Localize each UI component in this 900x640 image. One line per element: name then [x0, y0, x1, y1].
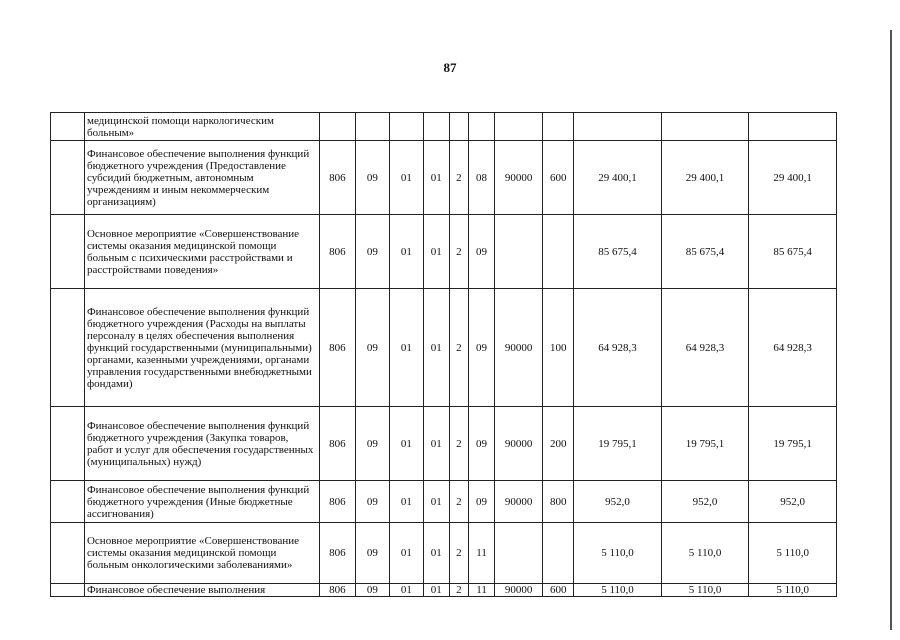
sum-year-2-cell: 5 110,0	[661, 523, 749, 584]
sum-year-2-cell: 29 400,1	[661, 141, 749, 215]
sum-year-2-cell: 19 795,1	[661, 407, 749, 481]
section-code-cell: 09	[355, 584, 389, 597]
program-code-cell: 01	[423, 407, 449, 481]
admin-code-cell: 806	[319, 215, 355, 289]
program-code-cell: 01	[423, 523, 449, 584]
section-code-cell: 09	[355, 289, 389, 407]
sum-year-1-cell	[574, 113, 662, 141]
subsection-code-cell: 01	[389, 289, 423, 407]
section-code-cell: 09	[355, 523, 389, 584]
expense-type-cell	[543, 113, 574, 141]
subsection-code-cell: 01	[389, 584, 423, 597]
row-number-cell	[51, 141, 85, 215]
section-code-cell: 09	[355, 407, 389, 481]
subsection-code-cell: 01	[389, 481, 423, 523]
event-code-cell: 09	[469, 481, 495, 523]
table-row	[51, 481, 837, 523]
direction-code-cell	[494, 215, 542, 289]
subsection-code-cell	[389, 113, 423, 141]
subsection-code-cell: 01	[389, 523, 423, 584]
admin-code-cell: 806	[319, 141, 355, 215]
item-name-cell: Финансовое обеспечение выполнения функций бюджетного учреждения (Предоставление субсидий бюджетным, автономным учреждениям и иным некоммерческим организациям)	[84, 141, 319, 215]
table-row	[51, 289, 837, 407]
subprogram-code-cell: 2	[449, 407, 469, 481]
item-name-cell: Финансовое обеспечение выполнения функций бюджетного учреждения (Расходы на выплаты персоналу в целях обеспечения выполнения функций государственными (муниципальными) органами, казенными учреждениями, органами управления государственными внебюджетными фондами)	[84, 289, 319, 407]
direction-code-cell	[494, 523, 542, 584]
subsection-code-cell: 01	[389, 141, 423, 215]
sum-year-1-cell: 85 675,4	[574, 215, 662, 289]
admin-code-cell: 806	[319, 481, 355, 523]
expense-type-cell	[543, 523, 574, 584]
subprogram-code-cell: 2	[449, 584, 469, 597]
sum-year-2-cell	[661, 113, 749, 141]
sum-year-2-cell: 952,0	[661, 481, 749, 523]
sum-year-1-cell: 5 110,0	[574, 523, 662, 584]
sum-year-1-cell: 64 928,3	[574, 289, 662, 407]
table-row	[51, 141, 837, 215]
subprogram-code-cell: 2	[449, 215, 469, 289]
section-code-cell	[355, 113, 389, 141]
expense-type-cell: 600	[543, 584, 574, 597]
table-body	[51, 113, 837, 597]
program-code-cell: 01	[423, 141, 449, 215]
event-code-cell: 11	[469, 523, 495, 584]
row-number-cell	[51, 215, 85, 289]
direction-code-cell: 90000	[494, 407, 542, 481]
admin-code-cell: 806	[319, 584, 355, 597]
item-name-cell: Финансовое обеспечение выполнения функций бюджетного учреждения (Закупка товаров, работ и услуг для обеспечения государственных (муниципальных) нужд)	[84, 407, 319, 481]
event-code-cell: 09	[469, 289, 495, 407]
expense-type-cell: 600	[543, 141, 574, 215]
sum-year-1-cell: 952,0	[574, 481, 662, 523]
program-code-cell: 01	[423, 481, 449, 523]
sum-year-2-cell: 5 110,0	[661, 584, 749, 597]
table-row	[51, 523, 837, 584]
subprogram-code-cell: 2	[449, 523, 469, 584]
row-number-cell	[51, 584, 85, 597]
program-code-cell: 01	[423, 584, 449, 597]
sum-year-3-cell: 5 110,0	[749, 523, 837, 584]
sum-year-3-cell: 85 675,4	[749, 215, 837, 289]
direction-code-cell: 90000	[494, 289, 542, 407]
scan-edge-line	[890, 30, 892, 630]
program-code-cell: 01	[423, 289, 449, 407]
event-code-cell	[469, 113, 495, 141]
sum-year-3-cell: 5 110,0	[749, 584, 837, 597]
subprogram-code-cell	[449, 113, 469, 141]
section-code-cell: 09	[355, 481, 389, 523]
subsection-code-cell: 01	[389, 407, 423, 481]
expense-type-cell: 100	[543, 289, 574, 407]
subsection-code-cell: 01	[389, 215, 423, 289]
section-code-cell: 09	[355, 215, 389, 289]
subprogram-code-cell: 2	[449, 141, 469, 215]
admin-code-cell: 806	[319, 523, 355, 584]
item-name-cell: Основное мероприятие «Совершенствование системы оказания медицинской помощи больным с психическими расстройствами и расстройствами поведения»	[84, 215, 319, 289]
item-name-cell: Основное мероприятие «Совершенствование системы оказания медицинской помощи больным онкологическими заболеваниями»	[84, 523, 319, 584]
item-name-cell: Финансовое обеспечение выполнения функций бюджетного учреждения (Иные бюджетные ассигнования)	[84, 481, 319, 523]
item-name-cell: Финансовое обеспечение выполнения	[84, 584, 319, 597]
row-number-cell	[51, 289, 85, 407]
admin-code-cell: 806	[319, 289, 355, 407]
admin-code-cell: 806	[319, 407, 355, 481]
direction-code-cell: 90000	[494, 141, 542, 215]
table-row	[51, 584, 837, 597]
page-number: 87	[443, 60, 457, 75]
expense-type-cell	[543, 215, 574, 289]
event-code-cell: 09	[469, 215, 495, 289]
sum-year-3-cell: 29 400,1	[749, 141, 837, 215]
table-row	[51, 215, 837, 289]
sum-year-3-cell	[749, 113, 837, 141]
budget-table	[50, 112, 837, 597]
sum-year-2-cell: 64 928,3	[661, 289, 749, 407]
program-code-cell	[423, 113, 449, 141]
subprogram-code-cell: 2	[449, 481, 469, 523]
section-code-cell: 09	[355, 141, 389, 215]
direction-code-cell: 90000	[494, 481, 542, 523]
row-number-cell	[51, 481, 85, 523]
table-row	[51, 113, 837, 141]
expense-type-cell: 200	[543, 407, 574, 481]
sum-year-3-cell: 64 928,3	[749, 289, 837, 407]
sum-year-3-cell: 952,0	[749, 481, 837, 523]
table-row	[51, 407, 837, 481]
program-code-cell: 01	[423, 215, 449, 289]
event-code-cell: 08	[469, 141, 495, 215]
event-code-cell: 11	[469, 584, 495, 597]
direction-code-cell: 90000	[494, 584, 542, 597]
event-code-cell: 09	[469, 407, 495, 481]
expense-type-cell: 800	[543, 481, 574, 523]
sum-year-2-cell: 85 675,4	[661, 215, 749, 289]
sum-year-3-cell: 19 795,1	[749, 407, 837, 481]
row-number-cell	[51, 113, 85, 141]
sum-year-1-cell: 19 795,1	[574, 407, 662, 481]
direction-code-cell	[494, 113, 542, 141]
sum-year-1-cell: 5 110,0	[574, 584, 662, 597]
subprogram-code-cell: 2	[449, 289, 469, 407]
item-name-cell: медицинской помощи наркологическим больным»	[84, 113, 319, 141]
row-number-cell	[51, 407, 85, 481]
row-number-cell	[51, 523, 85, 584]
sum-year-1-cell: 29 400,1	[574, 141, 662, 215]
admin-code-cell	[319, 113, 355, 141]
